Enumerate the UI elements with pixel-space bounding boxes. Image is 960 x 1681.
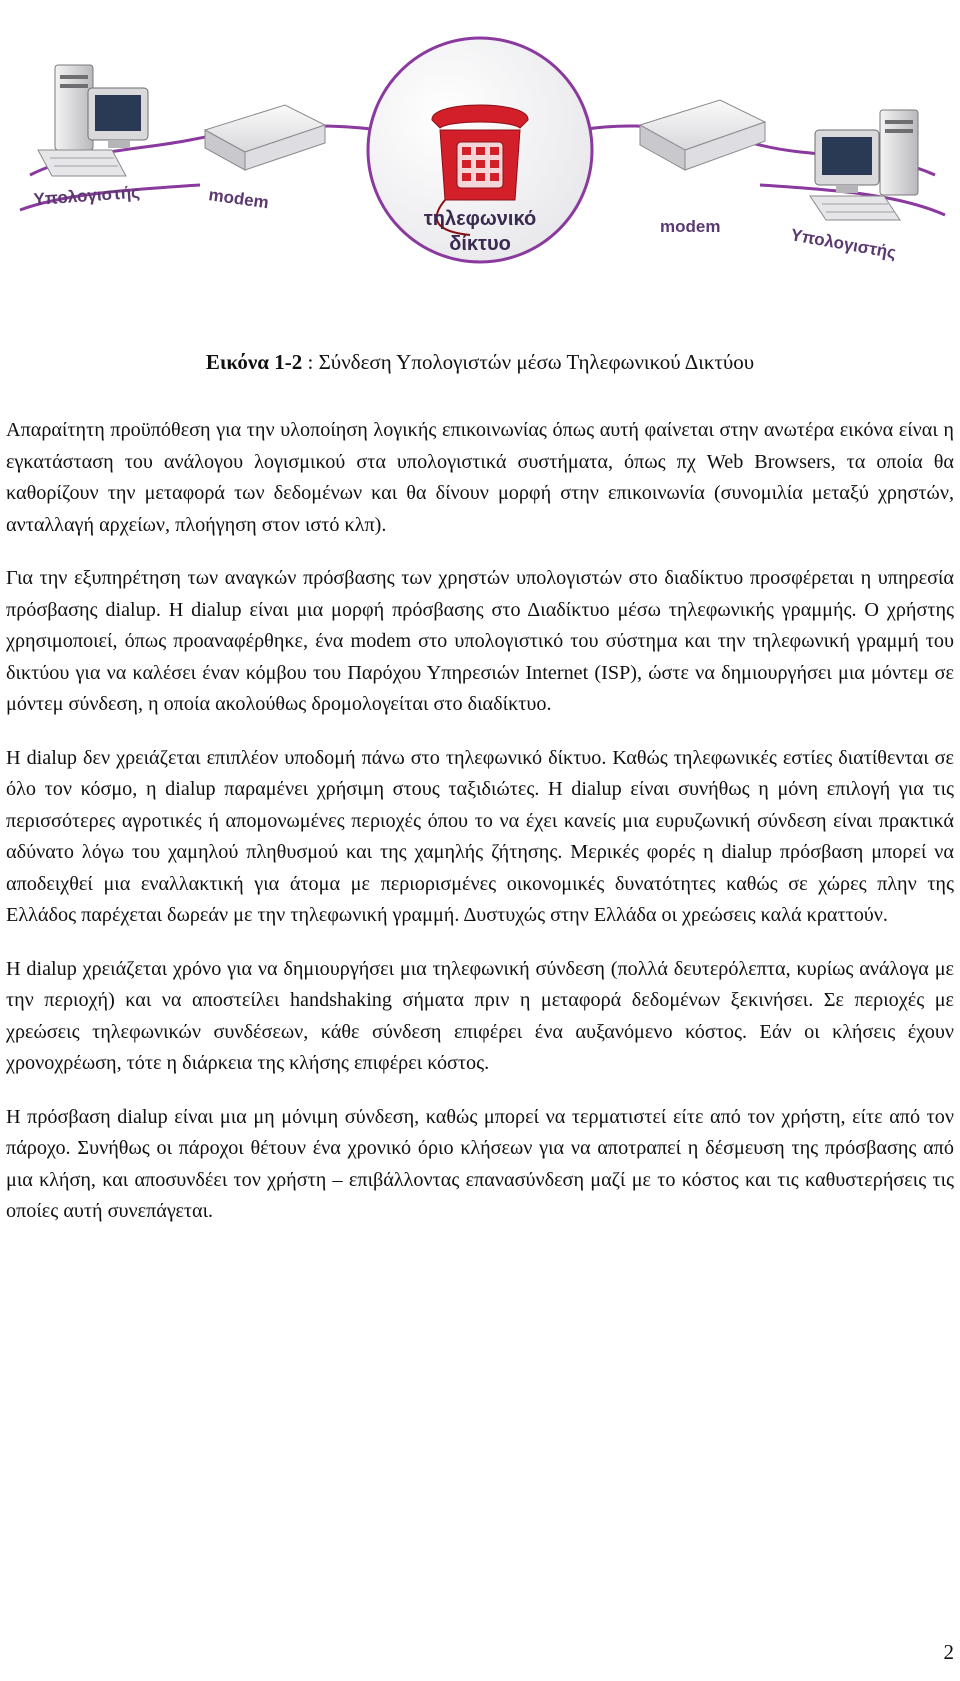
paragraph: Απαραίτητη προϋπόθεση για την υλοποίηση λογικής επικοινωνίας όπως αυτή φαίνεται στην ανωτέρα εικόνα είναι η εγκατάσταση του ανάλογου λογισμικού στα υπολογιστικά συστήματα, όπως πχ Web Browsers, τα οποία θα καθορίζουν την μεταφορά των δεδομένων και θα δίνουν μορφή στην επικοινωνία (συνομιλία μεταξύ χρηστών, ανταλλαγή αρχείων, πλοήγηση στον ιστό κλπ). — [6, 419, 954, 536]
computer-right-icon — [810, 110, 918, 220]
caption-text: : Σύνδεση Υπολογιστών μέσω Τηλεφωνικού Δικτύου — [302, 350, 755, 374]
paragraph: Η dialup χρειάζεται χρόνο για να δημιουργήσει μια τηλεφωνική σύνδεση (πολλά δευτερόλεπτα, κυρίως ανάλογα με την περιοχή) και να αποστείλει handshaking σήματα πριν η μεταφορά δεδομένων ξεκινήσει. Σε περιοχές με χρεώσεις τηλεφωνικών συνδέσεων, κάθε σύνδεση επιφέρει ένα αυξανόμενο κόστος. Εάν οι κλήσεις έχουν χρονοχρέωση, τότε η διάρκεια της κλήσης επιφέρει κόστος. — [6, 957, 954, 1074]
paragraph: Η dialup δεν χρειάζεται επιπλέον υποδομή πάνω στο τηλεφωνικό δίκτυο. Καθώς τηλεφωνικές εστίες διατίθενται σε όλο τον κόσμο, η dialup παραμένει χρήσιμη στους ταξιδιώτες. Η dialup είναι συνήθως η μόνη επιλογή για τις περισσότερες αγροτικές ή απομονωμένες περιοχές όπου το να έχει κανείς μια ευρυζωνική σύνδεση είναι πρακτικά αδύνατο λόγω του χαμηλού πληθυσμού και της χαμηλής ζήτησης. Μερικές φορές η dialup πρόσβαση μπορεί να αποδειχθεί μια εναλλακτική για άτομα με περιορισμένες οικονομικές δυνατότητες καθώς σε χώρες πλην της Ελλάδος παρέχεται δωρεάν με την τηλεφωνική γραμμή. Δυστυχώς στην Ελλάδα οι χρεώσεις καλά κραττούν. — [6, 746, 954, 926]
figure-caption — [0, 350, 960, 375]
paragraph: Για την εξυπηρέτηση των αναγκών πρόσβασης των χρηστών υπολογιστών στο διαδίκτυο προσφέρεται η υπηρεσία πρόσβασης dialup. Η dialup είναι μια μορφή πρόσβασης στο Διαδίκτυο μέσω τηλεφωνικής γραμμής. Ο χρήστης χρησιμοποιεί, όπως προαναφέρθηκε, ένα modem στο υπολογιστικό του σύστημα και την τηλεφωνική γραμμή του δικτύου για να καλέσει έναν κόμβου του Παρόχου Υπηρεσιών Internet (ISP), ώστε να δημιουργήσει μια μόντεμ σε μόντεμ σύνδεση, η οποία ακολούθως δρομολογείται στο διαδίκτυο. — [6, 567, 954, 715]
label-computer-right: Υπολογιστής — [789, 225, 898, 263]
modem-left-icon — [205, 105, 325, 170]
modem-right-icon — [640, 100, 765, 170]
label-network-line1: τηλεφωνικό — [423, 208, 537, 230]
body-text — [6, 415, 954, 1250]
label-network-line2: δίκτυο — [449, 233, 511, 255]
caption-prefix: Εικόνα 1-2 — [205, 350, 303, 374]
label-modem-right: modem — [660, 217, 721, 236]
telephone-network-icon — [368, 38, 592, 262]
computer-left-icon — [38, 65, 148, 176]
paragraph: Η πρόσβαση dialup είναι μια μη μόνιμη σύνδεση, καθώς μπορεί να τερματιστεί είτε από τον χρήστη, είτε από τον πάροχο. Συνήθως οι πάροχοι θέτουν ένα χρονικό όριο κλήσεων για να αποτραπεί η δέσμευση της πρόσβασης από μια κλήση, και αποσυνδέει τον χρήστη – επιβάλλοντας επανασύνδεση μαζί με το κόστος και τις καθυστερήσεις τις οποίες αυτή συνεπάγεται. — [6, 1105, 954, 1222]
label-computer-left: Υπολογιστής — [32, 182, 141, 209]
network-diagram — [0, 0, 960, 320]
page-number: 2 — [943, 1640, 954, 1664]
label-modem-left: modem — [207, 185, 270, 213]
diagram-svg — [0, 0, 960, 320]
